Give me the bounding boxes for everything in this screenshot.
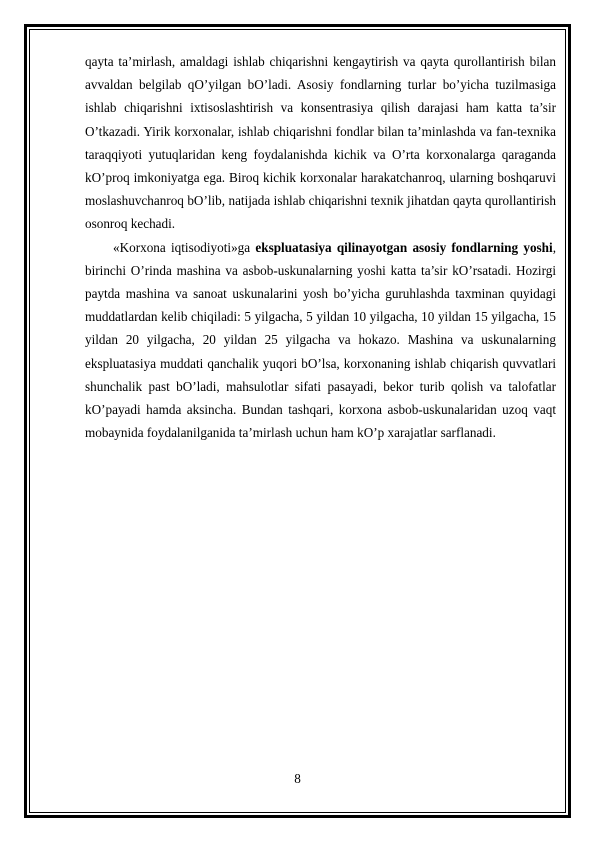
document-body [85,50,556,444]
paragraph-2-lead: «Korxona iqtisodiyoti»ga [113,239,256,255]
paragraph-2-rest: , birinchi O’rinda mashina va asbob-uskunalarning yoshi katta ta’sir kO’rsatadi. Hozirgi paytda mashina va sanoat uskunalarini yosh bo’yicha guruhlashda taxminan quyidagi muddatlardan kelib chiqiladi: 5 yilgacha, 5 yildan 10 yilgacha, 10 yildan 15 yilgacha, 15 yildan 20 yilgacha, 20 yildan 25 yilgacha va hokazo. Mashina va uskunalarning ekspluatasiya muddati qanchalik yuqori bO’lsa, korxonaning ishlab chiqarish quvvatlari shunchalik past bO’ladi, mahsulotlar sifati pasayadi, bekor turib qolish va talofatlar kO’payadi hamda aksincha. Bundan tashqari, korxona asbob-uskunalaridan uzoq vaqt mobaynida foydalanilganida ta’mirlash uchun ham kO’p xarajatlar sarflanadi. [85,239,556,441]
paragraph-2 [85,236,556,445]
paragraph-1: qayta ta’mirlash, amaldagi ishlab chiqarishni kengaytirish va qayta qurollantirish bilan avvaldan belgilab qO’yilgan bO’ladi. Asosiy fondlarning turlar bo’yicha tuzilmasiga ishlab chiqarishni ixtisoslashtirish va konsentrasiya qilish darajasi ham katta ta’sir O’tkazadi. Yirik korxonalar, ishlab chiqarishni fondlar bilan ta’minlashda va fan-texnika taraqqiyoti yutuqlaridan keng foydalanishda kichik va O’rta korxonalarga qaraganda kO’proq imkoniyatga ega. Biroq kichik korxonalar harakatchanroq, ularning boshqaruvi moslashuvchanroq bO’lib, natijada ishlab chiqarishni texnik jihatdan qayta qurollantirish osonroq kechadi. [85,54,556,232]
page-number: 8 [294,771,301,786]
paragraph-2-bold-term: ekspluatasiya qilinayotgan asosiy fondlarning yoshi [255,239,553,255]
